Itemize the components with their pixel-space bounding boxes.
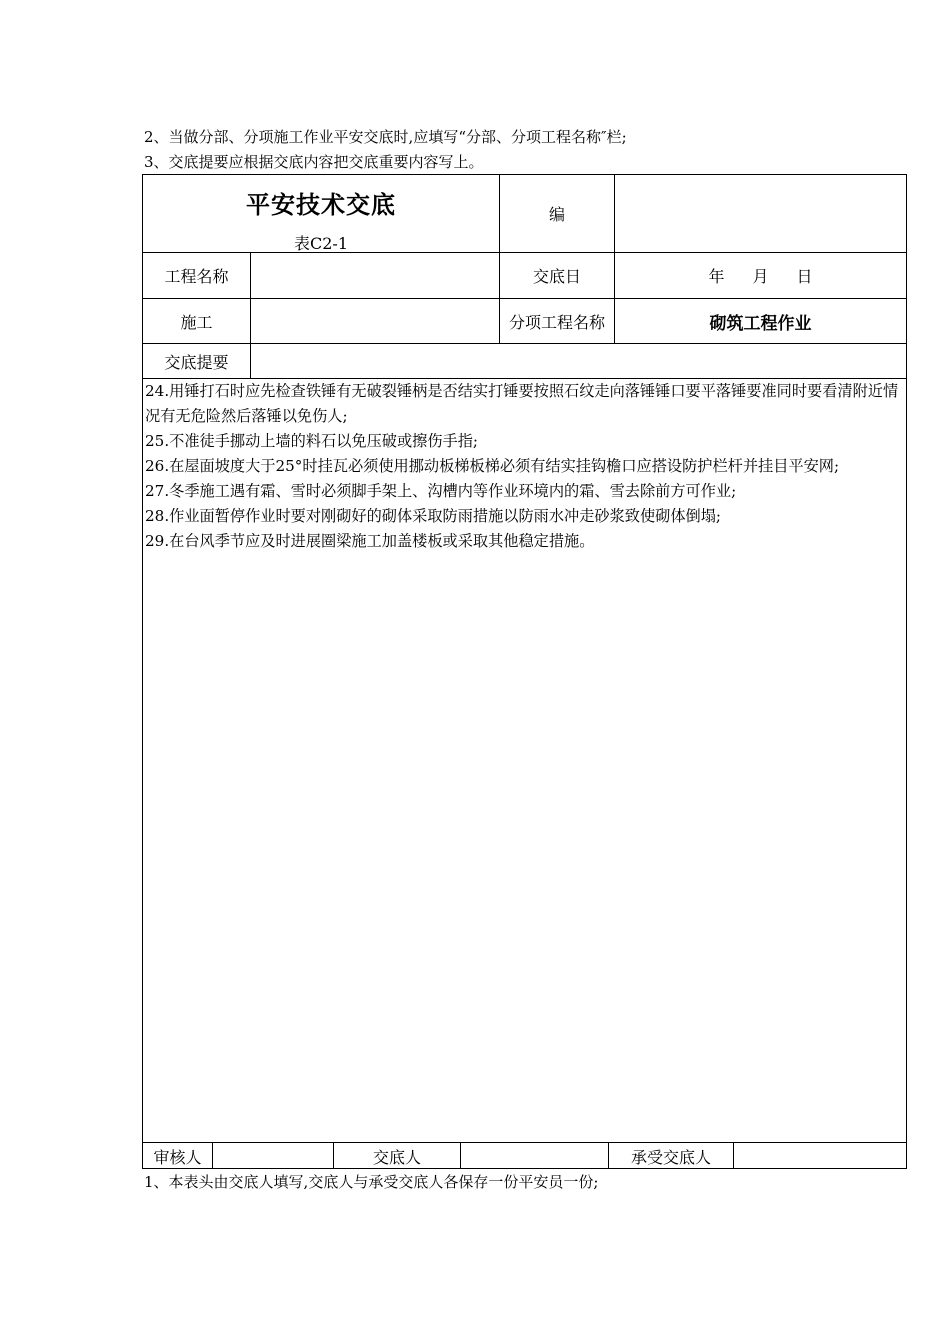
- construction-field[interactable]: [251, 299, 499, 343]
- discloser-label: 交底人: [372, 1147, 421, 1167]
- disclosure-form: [142, 174, 907, 1169]
- note-1: 1、本表头由交底人填写,交底人与承受交底人各保存一份平安员一份;: [144, 1173, 599, 1191]
- content-item: 26.在屋面坡度大于25°时挂瓦必须使用挪动板梯板梯必须有结实挂钩檐口应搭设防护栏杆并挂目平安网;: [145, 457, 840, 475]
- bian-label: 编: [548, 205, 565, 224]
- content-item: 27.冬季施工遇有霜、雪时必须脚手架上、沟槽内等作业环境内的霜、雪去除前方可作业;: [145, 482, 737, 500]
- bian-field[interactable]: [615, 175, 906, 252]
- content-item: 29.在台风季节应及时进展圈梁施工加盖楼板或采取其他稳定措施。: [145, 532, 595, 550]
- note-2: 2、当做分部、分项施工作业平安交底时,应填写“分部、分项工程名称″栏;: [144, 128, 627, 146]
- receiver-field[interactable]: [734, 1143, 906, 1169]
- disclosure-date-field[interactable]: [615, 253, 906, 298]
- date-day: 日: [796, 267, 813, 286]
- project-name-label: 工程名称: [164, 267, 229, 286]
- form-title: 平安技术交底: [246, 191, 396, 219]
- receiver-label: 承受交底人: [630, 1147, 711, 1167]
- sub-project-value[interactable]: 砌筑工程作业: [709, 313, 812, 334]
- discloser-field[interactable]: [461, 1143, 608, 1169]
- content-item: 25.不准徒手挪动上墙的料石以免压破或擦伤手指;: [145, 432, 479, 450]
- disclosure-date-label: 交底日: [532, 267, 581, 286]
- summary-field[interactable]: [251, 344, 906, 378]
- project-name-field[interactable]: [251, 253, 499, 298]
- sub-project-label: 分项工程名称: [508, 312, 605, 332]
- summary-label: 交底提要: [164, 352, 229, 372]
- construction-label: 施工: [180, 312, 213, 332]
- date-year: 年: [708, 267, 725, 286]
- reviewer-field[interactable]: [213, 1143, 333, 1169]
- note-3: 3、交底提要应根据交底内容把交底重要内容写上。: [144, 153, 484, 171]
- disclosure-content: [145, 379, 905, 554]
- reviewer-label: 审核人: [153, 1147, 202, 1167]
- form-code: 表C2-1: [293, 234, 348, 253]
- content-item: 28.作业面暂停作业时要对刚砌好的砌体采取防雨措施以防雨水冲走砂浆致使砌体倒塌;: [145, 507, 722, 525]
- date-month: 月: [752, 267, 769, 286]
- content-item: 24.用锤打石时应先检查铁锤有无破裂锤柄是否结实打锤要按照石纹走向落锤锤口要平落锤要准同时要看清附近情况有无危险然后落锤以免伤人;: [145, 382, 899, 425]
